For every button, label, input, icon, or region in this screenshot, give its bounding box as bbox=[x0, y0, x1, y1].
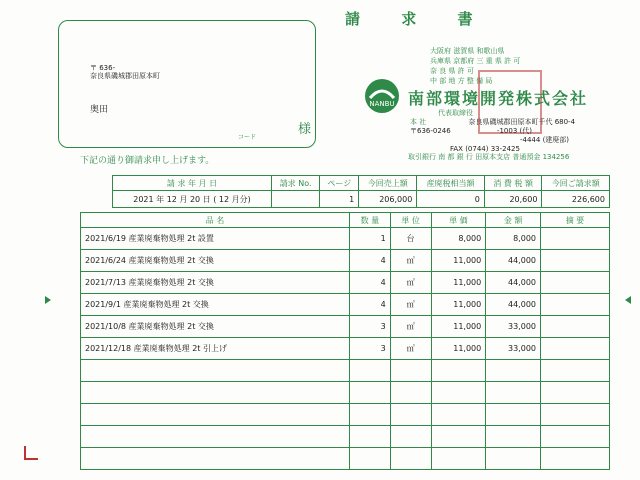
item-amount: 33,000 bbox=[486, 338, 541, 360]
empty-cell bbox=[541, 448, 610, 470]
table-row bbox=[81, 250, 610, 272]
company-address: 奈良県磯城郡田原本町千代 680-4 bbox=[468, 118, 576, 126]
item-desc: 2021/6/19 産業廃棄物処理 2t 設置 bbox=[81, 228, 350, 250]
empty-row bbox=[81, 404, 610, 426]
empty-cell bbox=[81, 404, 350, 426]
item-unit: 台 bbox=[390, 228, 431, 250]
industrial-tax: 0 bbox=[417, 191, 485, 208]
invoice-number bbox=[272, 191, 320, 208]
summary-table bbox=[112, 175, 610, 208]
empty-row bbox=[81, 382, 610, 404]
empty-row bbox=[81, 448, 610, 470]
items-header: 数 量 bbox=[350, 213, 391, 228]
empty-cell bbox=[541, 382, 610, 404]
item-unit: ㎥ bbox=[390, 250, 431, 272]
total-amount: 226,600 bbox=[542, 191, 610, 208]
empty-row bbox=[81, 426, 610, 448]
consumption-tax: 20,600 bbox=[484, 191, 542, 208]
item-qty: 4 bbox=[350, 294, 391, 316]
document-title: 請 求 書 bbox=[345, 10, 491, 28]
table-row bbox=[81, 272, 610, 294]
empty-cell bbox=[486, 426, 541, 448]
item-qty: 3 bbox=[350, 338, 391, 360]
empty-cell bbox=[486, 360, 541, 382]
items-table bbox=[80, 212, 610, 470]
empty-cell bbox=[350, 360, 391, 382]
item-qty: 1 bbox=[350, 228, 391, 250]
company-name: 南部環境開発株式会社 bbox=[408, 89, 589, 108]
item-unit: ㎥ bbox=[390, 272, 431, 294]
item-qty: 4 bbox=[350, 272, 391, 294]
item-note bbox=[541, 294, 610, 316]
table-row bbox=[81, 338, 610, 360]
empty-cell bbox=[431, 426, 486, 448]
items-header: 金 額 bbox=[486, 213, 541, 228]
company-fax: FAX (0744) 33-2425 bbox=[450, 145, 520, 153]
summary-header: 今回売上額 bbox=[359, 176, 417, 191]
representative: 代表取締役 bbox=[438, 109, 473, 117]
empty-cell bbox=[486, 382, 541, 404]
summary-header: 今回ご請求額 bbox=[542, 176, 610, 191]
empty-row bbox=[81, 360, 610, 382]
item-unit: ㎥ bbox=[390, 294, 431, 316]
item-qty: 4 bbox=[350, 250, 391, 272]
item-price: 11,000 bbox=[431, 294, 486, 316]
company-logo bbox=[364, 78, 400, 114]
company-tel: -1003 (代) bbox=[496, 127, 532, 135]
item-amount: 33,000 bbox=[486, 316, 541, 338]
empty-cell bbox=[486, 404, 541, 426]
empty-cell bbox=[431, 382, 486, 404]
item-desc: 2021/6/24 産業廃棄物処理 2t 交換 bbox=[81, 250, 350, 272]
summary-header: 消 費 税 額 bbox=[484, 176, 542, 191]
code-label: コード bbox=[238, 134, 257, 141]
empty-cell bbox=[390, 360, 431, 382]
page-number: 1 bbox=[320, 191, 359, 208]
item-desc: 2021/7/13 産業廃棄物処理 2t 交換 bbox=[81, 272, 350, 294]
office-label: 本 社 bbox=[410, 118, 427, 126]
summary-header: ページ bbox=[320, 176, 359, 191]
empty-cell bbox=[541, 360, 610, 382]
items-header: 単 位 bbox=[390, 213, 431, 228]
empty-cell bbox=[390, 404, 431, 426]
empty-cell bbox=[541, 404, 610, 426]
item-price: 8,000 bbox=[431, 228, 486, 250]
empty-cell bbox=[541, 426, 610, 448]
item-desc: 2021/12/18 産業廃棄物処理 2t 引上げ bbox=[81, 338, 350, 360]
item-price: 11,000 bbox=[431, 316, 486, 338]
item-note bbox=[541, 316, 610, 338]
company-postal: 〒636-0246 bbox=[410, 127, 451, 135]
logo-text: NANBU bbox=[369, 100, 395, 108]
table-row bbox=[81, 294, 610, 316]
item-amount: 44,000 bbox=[486, 250, 541, 272]
permit-line: 中 部 地 方 整 備 局 bbox=[430, 77, 493, 85]
item-note bbox=[541, 338, 610, 360]
empty-cell bbox=[81, 426, 350, 448]
permit-line: 奈 良 県 許 可 bbox=[430, 67, 474, 75]
invoice-date: 2021 年 12 月 20 日 ( 12 月分) bbox=[113, 191, 272, 208]
empty-cell bbox=[390, 382, 431, 404]
customer-name: 奥田 bbox=[90, 105, 109, 115]
item-price: 11,000 bbox=[431, 338, 486, 360]
empty-cell bbox=[431, 448, 486, 470]
empty-cell bbox=[390, 448, 431, 470]
item-price: 11,000 bbox=[431, 272, 486, 294]
permit-line: 大阪府 滋賀県 和歌山県 bbox=[430, 47, 505, 55]
empty-cell bbox=[431, 404, 486, 426]
empty-cell bbox=[350, 426, 391, 448]
item-amount: 44,000 bbox=[486, 294, 541, 316]
permit-line: 兵庫県 京都府 三 重 県 許 可 bbox=[430, 57, 521, 65]
bank-info: 取引銀行 南 都 銀 行 田原本支店 普通預金 134256 bbox=[408, 153, 570, 161]
item-note bbox=[541, 250, 610, 272]
item-note bbox=[541, 228, 610, 250]
summary-header: 請 求 年 月 日 bbox=[113, 176, 272, 191]
empty-cell bbox=[431, 360, 486, 382]
company-tel2: -4444 (建廃部) bbox=[520, 136, 570, 144]
empty-cell bbox=[390, 426, 431, 448]
summary-header: 産廃税相当額 bbox=[417, 176, 485, 191]
empty-cell bbox=[350, 382, 391, 404]
customer-postal: 〒 636- bbox=[90, 64, 116, 72]
empty-cell bbox=[81, 448, 350, 470]
honorific: 様 bbox=[298, 122, 312, 137]
empty-cell bbox=[486, 448, 541, 470]
company-office bbox=[410, 118, 575, 154]
items-header: 品 名 bbox=[81, 213, 350, 228]
item-unit: ㎥ bbox=[390, 316, 431, 338]
empty-cell bbox=[350, 448, 391, 470]
item-amount: 44,000 bbox=[486, 272, 541, 294]
items-header: 摘 要 bbox=[541, 213, 610, 228]
empty-cell bbox=[81, 382, 350, 404]
fold-mark-left bbox=[45, 296, 51, 304]
fold-mark-right bbox=[625, 296, 631, 304]
item-amount: 8,000 bbox=[486, 228, 541, 250]
corner-mark bbox=[24, 446, 38, 460]
sales-amount: 206,000 bbox=[359, 191, 417, 208]
table-row bbox=[81, 316, 610, 338]
items-header: 単 価 bbox=[431, 213, 486, 228]
item-note bbox=[541, 272, 610, 294]
table-row bbox=[81, 228, 610, 250]
item-price: 11,000 bbox=[431, 250, 486, 272]
empty-cell bbox=[350, 404, 391, 426]
item-desc: 2021/10/8 産業廃棄物処理 2t 交換 bbox=[81, 316, 350, 338]
empty-cell bbox=[81, 360, 350, 382]
item-desc: 2021/9/1 産業廃棄物処理 2t 交換 bbox=[81, 294, 350, 316]
item-unit: ㎥ bbox=[390, 338, 431, 360]
intro-text: 下記の通り御請求申し上げます。 bbox=[80, 156, 215, 166]
item-qty: 3 bbox=[350, 316, 391, 338]
customer-address: 奈良県磯城郡田原本町 bbox=[90, 72, 160, 80]
summary-header: 請求 No. bbox=[272, 176, 320, 191]
address-box bbox=[58, 20, 316, 148]
